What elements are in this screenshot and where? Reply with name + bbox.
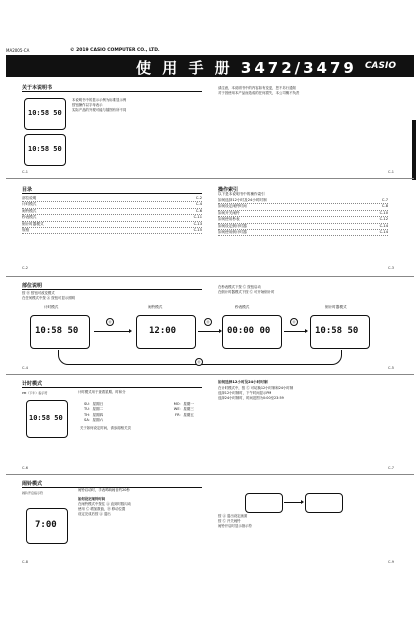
watch-alarm — [26, 508, 68, 544]
title-banner — [6, 55, 414, 77]
day-abbr: WE：星期三 — [173, 407, 194, 412]
bullet-text: 在倒计时器模式下按 Ⓒ 可开始倒计时 — [218, 290, 275, 294]
page-number: C-5 — [388, 366, 394, 370]
timekeeping-right-text — [218, 386, 393, 401]
toc-page: C-7 — [381, 198, 388, 202]
watch-setting-small — [245, 493, 283, 513]
about-bullets-right — [218, 86, 388, 96]
day-abbr: SU：星期日 — [84, 402, 104, 406]
day-abbr: TH：星期四 — [84, 412, 104, 417]
note-text: 关于如何设定时间，请参阅相关页 — [80, 426, 131, 430]
section-contents-title: 目录 — [22, 187, 33, 193]
watch-lcd: 10:58 50 — [28, 145, 62, 153]
button-b-icon: Ⓑ — [106, 318, 114, 326]
bullet-text: 按 Ⓐ 退出设定画面 — [218, 514, 248, 518]
watch-alarm — [136, 315, 196, 349]
page-number: C-7 — [388, 466, 394, 470]
arrow-right-icon — [198, 331, 220, 332]
toc-label: 计时模式 — [22, 202, 37, 207]
intro-text: 计时模式用于查看星期、时和分 — [78, 390, 126, 394]
day-abbr: FR：星期五 — [175, 412, 194, 417]
watch-setting-small — [305, 493, 343, 513]
bullet-text: 选择24小时制时，时间范围为0:00至23:59 — [218, 396, 284, 400]
manual-title: 使 用 手 册 3472/3479 — [136, 59, 357, 77]
alarm-indicator-caption: 闹铃开启指示符 — [22, 491, 44, 495]
page-number: C-6 — [22, 466, 28, 470]
bullet-text: 请注意，本说明书中的内容如有变更，恕不另行通知 — [218, 86, 296, 90]
page-number: C-2 — [22, 266, 28, 270]
alarm-right-text — [218, 514, 393, 529]
casio-logo: CASIO — [364, 61, 396, 71]
bullet-text: 本说明书中的显示示例为标准显示例 — [72, 98, 127, 102]
mode-label-timer: 倒计时器模式 — [325, 305, 347, 309]
toc-label: 部位说明 — [22, 196, 37, 200]
bullet-text: 在任何模式中按 Ⓐ 按钮可显示照明 — [22, 296, 76, 300]
watch-lcd: 12:00 — [149, 326, 177, 336]
toc-page: C-13 — [193, 221, 202, 226]
mode-label-timekeeping: 计时模式 — [44, 305, 59, 309]
chapter-tab — [412, 120, 416, 180]
page-number: C-3 — [388, 266, 394, 270]
toc-label: 如何开关闹铃 — [218, 210, 240, 215]
about-bullets — [72, 98, 202, 113]
ops-list — [218, 198, 388, 236]
toc-page: C-12 — [379, 217, 388, 222]
watch-illustration — [24, 98, 66, 130]
pm-indicator-caption: PM（下午）指示符 — [22, 391, 48, 395]
toc-label: 如何设定闹铃时间 — [218, 204, 247, 209]
toc-page: C-8 — [381, 204, 388, 209]
day-row — [84, 418, 194, 423]
page-number: C-1 — [388, 170, 394, 174]
step-text: 设定完成后按 Ⓐ 退出 — [78, 512, 111, 516]
page-number: C-8 — [22, 560, 28, 564]
ops-index-title: 操作索引 — [218, 187, 239, 193]
copyright: © 2019 CASIO COMPUTER CO., LTD. — [70, 48, 160, 53]
bullet-text: 闹铃开启时显示指示符 — [218, 524, 252, 528]
page-number: C-9 — [388, 560, 394, 564]
toc-page: C-11 — [193, 215, 202, 220]
page-number: C-1 — [22, 170, 28, 174]
bullet-text: 对于因使用本产品而造成的任何损失，本公司概不负责 — [218, 91, 300, 95]
toc-page: C-14 — [379, 230, 388, 235]
day-table — [84, 402, 194, 424]
toc-label: 秒表模式 — [22, 215, 37, 220]
step-text: 使用 Ⓒ 增加数值，Ⓑ 移动位置 — [78, 507, 126, 511]
toc-page: C-14 — [379, 223, 388, 228]
section-timekeeping-title: 计时模式 — [22, 381, 43, 387]
intro-text: 闹铃启动时，手表鸣响闹音约20秒 — [78, 488, 130, 492]
watch-lcd: 00:00 00 — [227, 326, 271, 336]
day-abbr: MO：星期一 — [173, 402, 194, 406]
page-separator — [6, 374, 414, 375]
mode-label-alarm: 闹铃模式 — [148, 305, 163, 309]
section-modes-title: 部位说明 — [22, 283, 43, 289]
toc-row[interactable] — [22, 228, 202, 234]
button-b-icon: Ⓑ — [195, 358, 203, 366]
section-alarm-title: 闹铃模式 — [22, 481, 43, 487]
modes-desc-right — [218, 285, 388, 295]
divider — [22, 91, 202, 92]
watch-timer — [310, 315, 370, 349]
alarm-text — [78, 488, 200, 517]
manual-code: MA2005-CA — [6, 48, 30, 53]
toc-page: C-6 — [195, 208, 202, 213]
divider — [22, 387, 202, 388]
toc-page: C-2 — [195, 196, 202, 200]
watch-lcd: 10:58 50 — [29, 414, 63, 422]
page-number: C-4 — [22, 366, 28, 370]
page-separator — [6, 474, 414, 475]
toc-page: C-4 — [195, 202, 202, 207]
subsection-title: 如何选择12小时及24小时时制 — [218, 380, 268, 384]
watch-stopwatch — [222, 315, 282, 349]
toc-page: C-15 — [193, 228, 202, 233]
watch-lcd: 7:00 — [35, 520, 57, 530]
watch-lcd: 10:58 50 — [28, 109, 62, 117]
page-separator — [6, 178, 414, 179]
button-b-icon: Ⓑ — [290, 318, 298, 326]
watch-timekeeping — [30, 315, 90, 349]
watch-timekeeping — [26, 400, 68, 438]
bullet-text: 按钮操作以字母表示 — [72, 103, 103, 107]
toc-row[interactable] — [218, 230, 388, 236]
mode-label-stopwatch: 秒表模式 — [235, 305, 250, 309]
bullet-text: 按 Ⓑ 按钮可改变模式 — [22, 291, 55, 295]
toc-page: C-10 — [379, 210, 388, 215]
toc-label: 倒计时器模式 — [22, 221, 44, 226]
toc-label: 规格 — [22, 228, 30, 233]
section-about-title: 关于本说明书 — [22, 85, 53, 91]
watch-lcd: 10:58 50 — [315, 326, 359, 336]
contents-list — [22, 196, 202, 234]
toc-label: 如何使用倒计时器 — [218, 230, 247, 235]
divider — [22, 193, 202, 194]
steps-title: 如何设定闹铃时间 — [78, 497, 106, 501]
arrow-right-icon — [94, 331, 130, 332]
watch-lcd: 10:58 50 — [35, 326, 79, 336]
bullet-text: 实际产品的外观可能与插图有所不同 — [72, 108, 127, 112]
bullet-text: 在秒表模式下按 Ⓒ 按钮启动 — [218, 285, 261, 289]
modes-desc — [22, 291, 202, 301]
bullet-text: 选择12小时制时，下午时间显示PM — [218, 391, 272, 395]
button-b-icon: Ⓑ — [204, 318, 212, 326]
day-abbr: TU：星期二 — [84, 407, 104, 412]
toc-label: 如何设定倒计时器 — [218, 223, 247, 228]
toc-label: 如何使用秒表 — [218, 217, 240, 222]
step-text: 在闹铃模式中按住 Ⓐ 直到时数闪动 — [78, 502, 132, 506]
page-separator — [6, 276, 414, 277]
bullet-text: 按 Ⓒ 开关闹铃 — [218, 519, 241, 523]
bullet-text: 在计时模式中，按 Ⓒ 可切换12小时制和24小时制 — [218, 386, 294, 390]
watch-illustration — [24, 134, 66, 166]
arrow-right-icon — [284, 331, 306, 332]
arrow-right-icon — [284, 502, 302, 503]
divider — [22, 289, 202, 290]
day-abbr: SA：星期六 — [84, 418, 104, 423]
timekeeping-text — [78, 390, 198, 395]
toc-label: 闹铃模式 — [22, 208, 37, 213]
ops-index-subtitle: 以下是本说明书中的操作索引 — [218, 192, 265, 196]
toc-label: 如何选择12小时及24小时时制 — [218, 198, 267, 202]
